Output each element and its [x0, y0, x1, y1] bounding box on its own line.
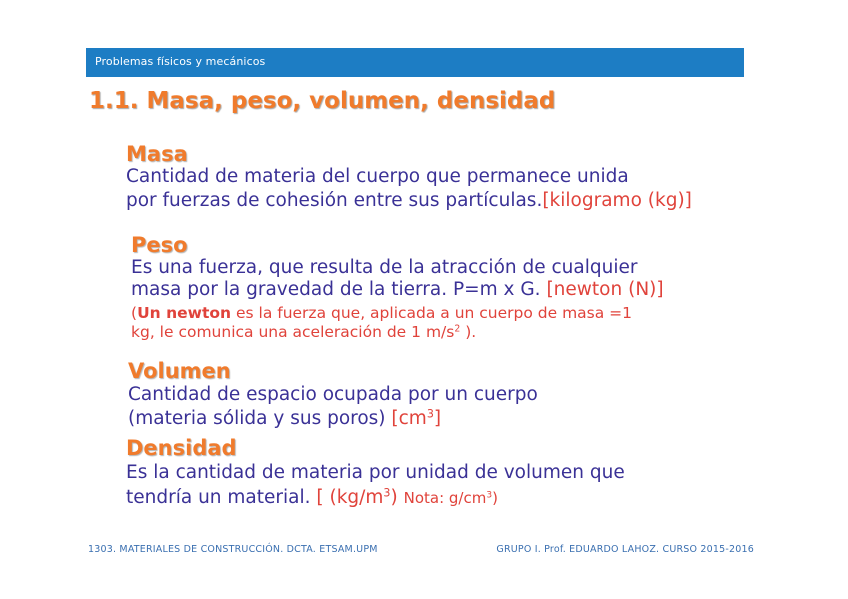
peso-heading: Peso: [131, 233, 188, 257]
masa-unit: [kilogramo (kg)]: [542, 190, 692, 211]
footer-course: 1303. MATERIALES DE CONSTRUCCIÓN. DCTA. ETSAM.UPM: [88, 544, 378, 555]
slide-title: 1.1. Masa, peso, volumen, densidad: [89, 88, 556, 114]
peso-note-line-1: [131, 304, 632, 322]
peso-note-line-2-pre: kg, le comunica una aceleración de 1 m/s: [131, 323, 455, 341]
densidad-unit: [316, 487, 397, 508]
section-header-bar: [86, 48, 744, 77]
densidad-unit-pre: [ (kg/m: [316, 487, 384, 508]
peso-line-2: [131, 279, 664, 300]
volumen-heading: Volumen: [128, 359, 231, 383]
densidad-nota-sup: 3: [486, 490, 493, 501]
densidad-unit-post: ): [390, 487, 398, 508]
densidad-nota-post: ): [492, 489, 498, 507]
peso-note-rest: es la fuerza que, aplicada a un cuerpo de masa =1: [231, 304, 633, 322]
peso-note-bold: Un newton: [137, 304, 232, 322]
densidad-line-2: [126, 487, 498, 508]
densidad-line-2-text: tendría un material.: [126, 487, 311, 508]
peso-line-2-text: masa por la gravedad de la tierra. P=m x G.: [131, 279, 541, 300]
footer-group: GRUPO I. Prof. EDUARDO LAHOZ. CURSO 2015-2016: [496, 544, 754, 555]
masa-line-2: [126, 190, 692, 211]
densidad-heading: Densidad: [126, 436, 237, 460]
peso-note-open: (: [131, 304, 138, 322]
densidad-unit-sup: 3: [383, 486, 391, 500]
peso-line-1: Es una fuerza, que resulta de la atracción de cualquier: [131, 257, 638, 278]
peso-note-sup: 2: [454, 323, 461, 335]
peso-note-line-2-post: ).: [460, 323, 477, 341]
densidad-nota-pre: Nota: g/cm: [403, 489, 487, 507]
volumen-line-2: [128, 408, 441, 429]
peso-unit: [newton (N)]: [546, 279, 664, 300]
densidad-line-1: Es la cantidad de materia por unidad de volumen que: [126, 462, 625, 483]
section-header-label: Problemas físicos y mecánicos: [95, 55, 266, 68]
volumen-unit-pre: [cm: [391, 408, 427, 429]
volumen-unit: [391, 408, 441, 429]
volumen-line-1: Cantidad de espacio ocupada por un cuerpo: [128, 384, 538, 405]
peso-note-line-2: [131, 323, 476, 341]
volumen-unit-post: ]: [433, 408, 442, 429]
volumen-unit-sup: 3: [426, 407, 434, 421]
densidad-nota: [404, 489, 498, 507]
masa-heading: Masa: [126, 142, 188, 166]
masa-line-1: Cantidad de materia del cuerpo que permanece unida: [126, 166, 629, 187]
volumen-line-2-text: (materia sólida y sus poros): [128, 408, 386, 429]
masa-line-2-text: por fuerzas de cohesión entre sus partículas.: [126, 190, 543, 211]
